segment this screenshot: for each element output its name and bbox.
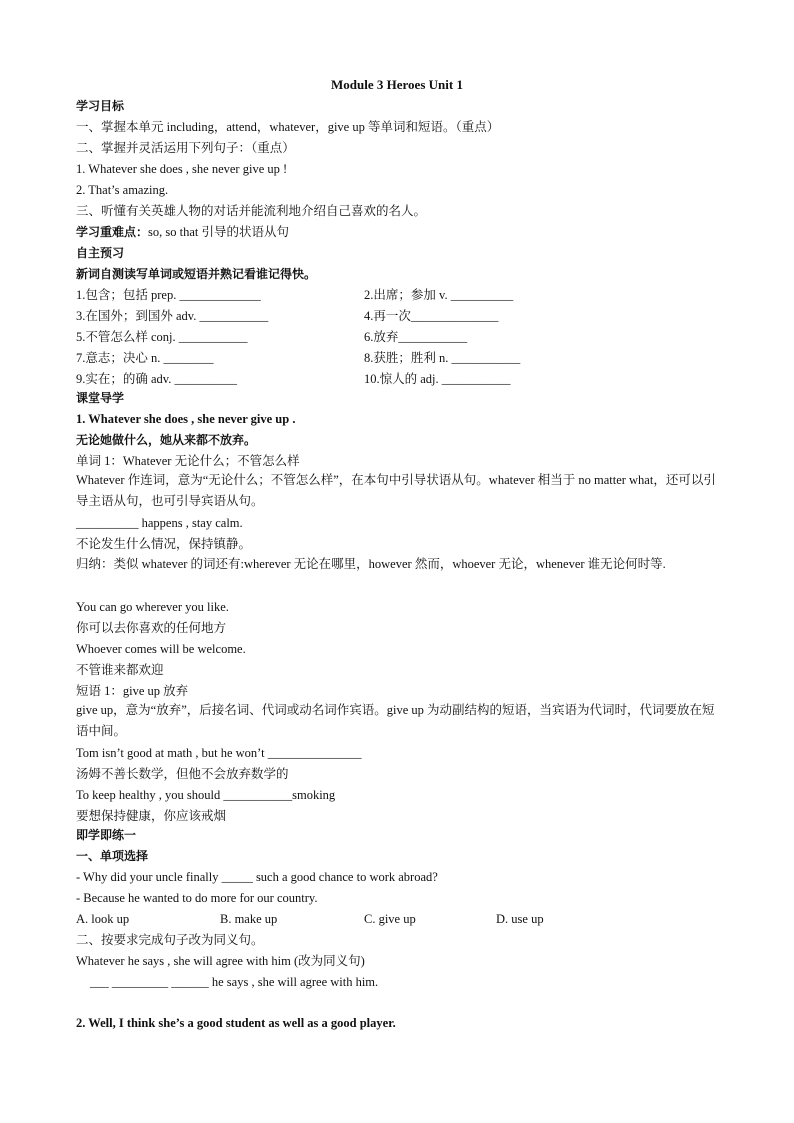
- example-1: __________ happens , stay calm.: [76, 516, 243, 530]
- phrase-1-title: 短语 1：give up 放弃: [76, 684, 189, 698]
- example-4: Tom isn’t good at math , but he won’t _______________: [76, 746, 362, 760]
- key-points: [76, 224, 289, 240]
- vocab-item-4: 4.再一次______________: [364, 309, 499, 323]
- example-1-translation: 不论发生什么情况，保持镇静。: [76, 537, 252, 551]
- key-sentence-2: 2. That’s amazing.: [76, 183, 169, 197]
- example-3-translation: 不管谁来都欢迎: [76, 663, 164, 677]
- example-5-translation: 要想保持健康，你应该戒烟: [76, 809, 227, 823]
- vocab-item-8: 8.获胜；胜利 n. ___________: [364, 351, 521, 365]
- vocab-item-10: 10.惊人的 adj. ___________: [364, 372, 511, 386]
- vocab-item-7: 7.意志；决心 n. ________: [76, 351, 214, 365]
- vocab-item-2: 2.出席；参加 v. __________: [364, 288, 514, 302]
- vocab-item-1: 1.包含；包括 prep. _____________: [76, 288, 261, 302]
- phrase-1-explanation: give up，意为“放弃”，后接名词、代词或动名词作宾语。give up 为动副结构的短语，当宾语为代词时，代词要放在短语中间。: [76, 703, 715, 738]
- example-4-translation: 汤姆不善长数学，但他不会放弃数学的: [76, 767, 289, 781]
- lesson-sentence-2: 2. Well, I think she’s a good student as well as a good player.: [76, 1016, 396, 1030]
- example-2-translation: 你可以去你喜欢的任何地方: [76, 621, 227, 635]
- option-a: A. look up: [76, 912, 130, 926]
- practice-part-2: 二、按要求完成句子改为同义句。: [76, 933, 264, 947]
- page-title: Module 3 Heroes Unit 1: [331, 77, 463, 92]
- lesson-heading: 课堂导学: [76, 391, 125, 405]
- question-2-blank-line: ___ _________ ______ he says , she will agree with him.: [90, 975, 379, 989]
- question-2: Whatever he says , she will agree with him (改为同义句): [76, 954, 365, 968]
- goal-1: 一、掌握本单元 including，attend，whatever，give up 等单词和短语。（重点）: [76, 120, 500, 134]
- word-1-explanation: Whatever 作连词，意为“无论什么；不管怎么样”，在本句中引导状语从句。whatever 相当于 no matter what，还可以引导主语从句，也可引导宾语从句。: [76, 473, 716, 508]
- key-sentence-1: 1. Whatever she does , she never give up !: [76, 162, 288, 176]
- lesson-sentence-1-translation: 无论她做什么，她从来都不放弃。: [76, 433, 257, 447]
- word-1-title: 单词 1：Whatever 无论什么；不管怎么样: [76, 454, 300, 468]
- vocab-item-6: 6.放弃___________: [364, 330, 468, 344]
- question-1: - Why did your uncle finally _____ such a good chance to work abroad?: [76, 870, 438, 884]
- example-2: You can go wherever you like.: [76, 600, 229, 614]
- practice-part-1: 一、单项选择: [76, 849, 149, 863]
- lesson-sentence-1: 1. Whatever she does , she never give up .: [76, 412, 296, 426]
- summary-note: 归纳：类似 whatever 的词还有:wherever 无论在哪里，however 然而，whoever 无论，whenever 谁无论何时等.: [76, 557, 666, 571]
- preview-instruction: 新词自测读写单词或短语并熟记看谁记得快。: [76, 267, 317, 281]
- option-d: D. use up: [496, 912, 544, 926]
- key-points-label: 学习重难点：: [76, 225, 149, 239]
- key-points-text: so, so that 引导的状语从句: [148, 225, 289, 239]
- example-3: Whoever comes will be welcome.: [76, 642, 246, 656]
- vocab-item-5: 5.不管怎么样 conj. ___________: [76, 330, 248, 344]
- vocab-item-9: 9.实在；的确 adv. __________: [76, 372, 237, 386]
- preview-heading: 自主预习: [76, 246, 125, 260]
- option-c: C. give up: [364, 912, 416, 926]
- question-1-answer-line: - Because he wanted to do more for our country.: [76, 891, 318, 905]
- vocab-item-3: 3.在国外；到国外 adv. ___________: [76, 309, 269, 323]
- goal-3: 三、听懂有关英雄人物的对话并能流利地介绍自己喜欢的名人。: [76, 204, 427, 218]
- example-5: To keep healthy , you should ___________smoking: [76, 788, 336, 802]
- option-b: B. make up: [220, 912, 278, 926]
- goals-heading: 学习目标: [76, 99, 125, 113]
- practice-heading: 即学即练一: [76, 828, 137, 842]
- goal-2: 二、掌握并灵活运用下列句子：（重点）: [76, 141, 295, 155]
